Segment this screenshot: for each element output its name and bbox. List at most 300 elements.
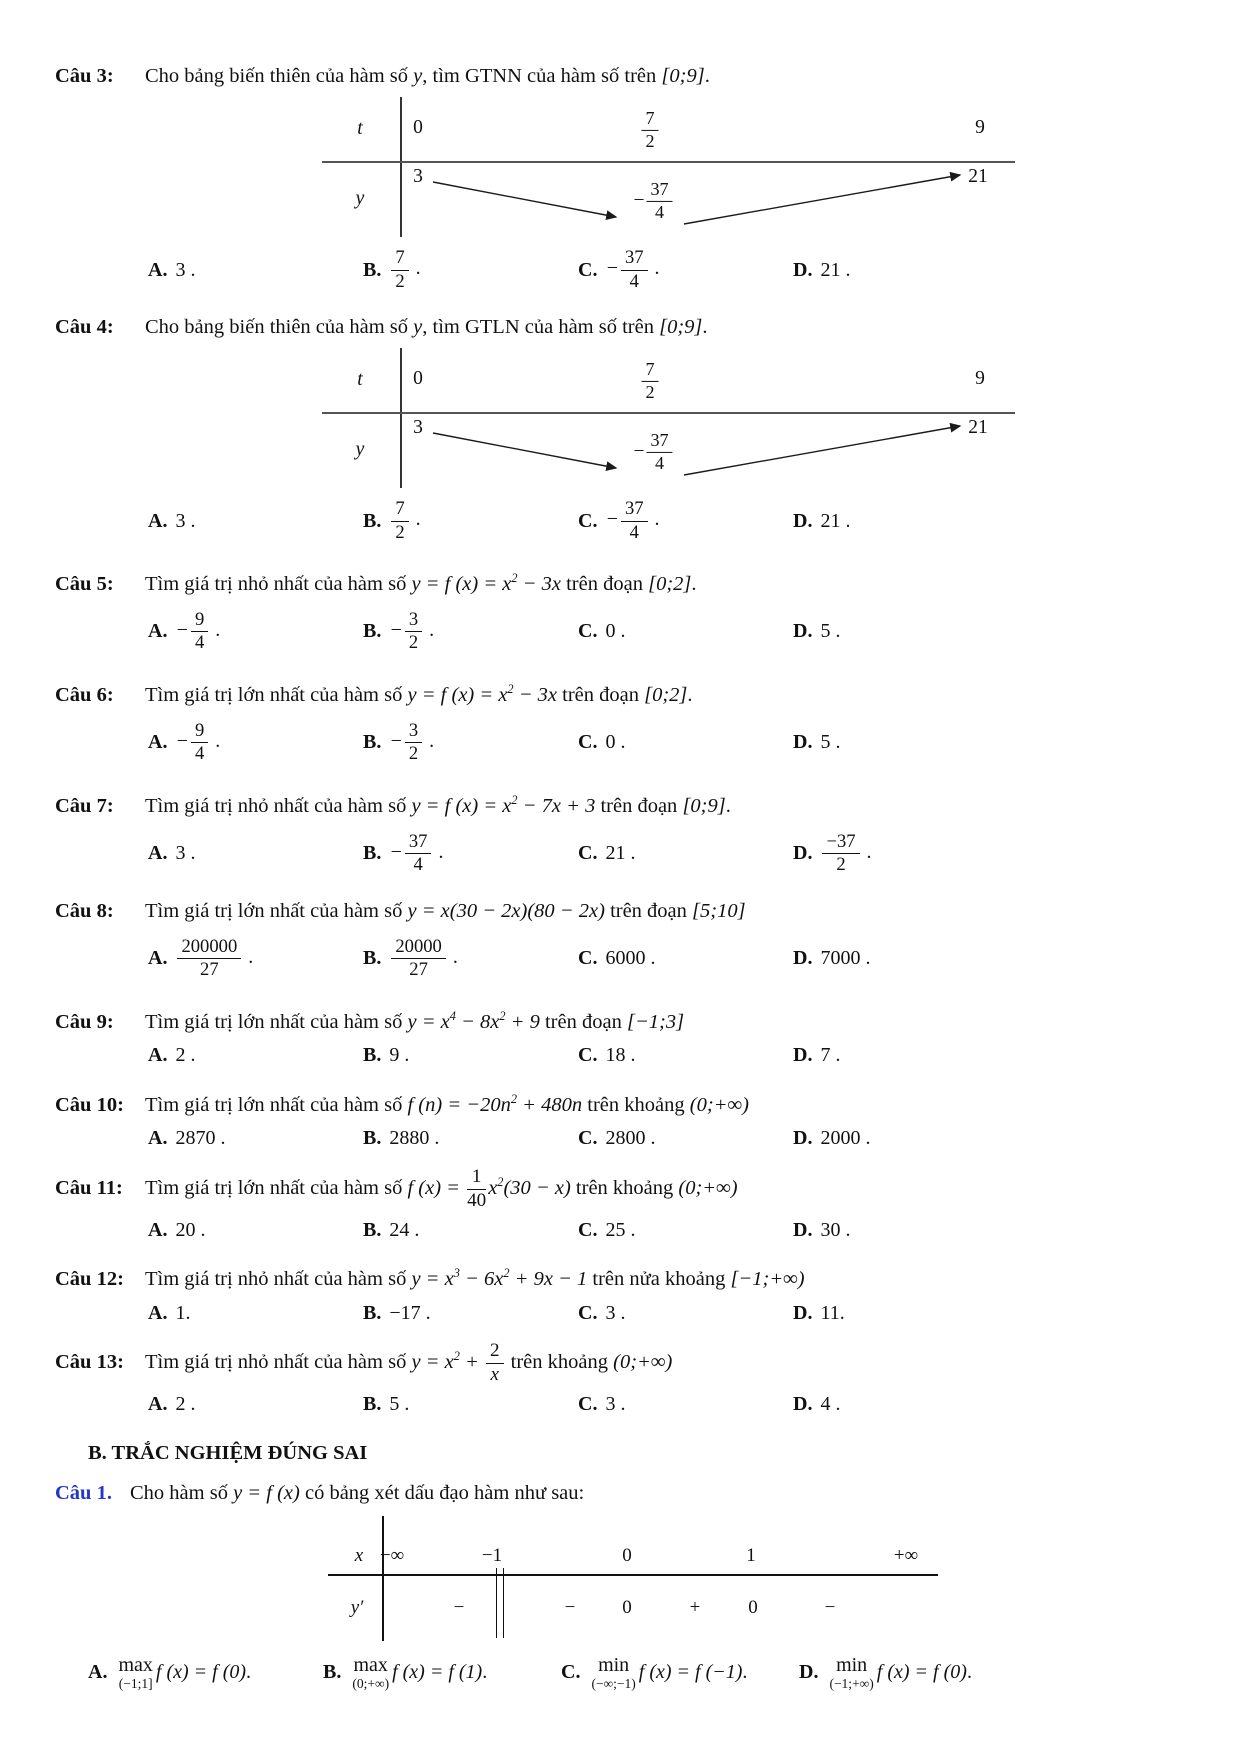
cau1-label: Câu 1.: [55, 1481, 112, 1504]
answer-option: [363, 499, 578, 542]
question-number: Câu 9:: [55, 1010, 114, 1033]
cau1-options: [0, 1655, 1241, 1691]
question-stem-line: [0, 1341, 1241, 1385]
text-run: 5 .: [820, 620, 841, 643]
text-run: 0 .: [605, 620, 626, 643]
operator-with-domain: [591, 1655, 635, 1691]
operator-with-domain: [352, 1655, 389, 1691]
text-run: [−1;+∞): [730, 1268, 805, 1291]
option-value: [639, 1661, 748, 1684]
text-run: 24 .: [389, 1218, 420, 1241]
question-stem-line: [0, 896, 1241, 926]
option-value: [175, 510, 195, 533]
option-letter: A.: [148, 1127, 168, 1150]
option-value: [820, 1219, 850, 1242]
text-run: , tìm GTLN của hàm số trên: [422, 316, 660, 338]
question-block: [0, 896, 1241, 988]
question-block: [0, 312, 1241, 550]
function-label: y: [355, 439, 365, 460]
question-block: [0, 674, 1241, 772]
table-vertical-line: [382, 1516, 384, 1641]
option-letter: D.: [793, 1218, 813, 1241]
text-run: .: [410, 257, 421, 280]
derivative-row-label: y′: [350, 1596, 364, 1618]
text-run: +: [459, 1351, 484, 1374]
text-run: −: [175, 730, 189, 753]
answer-option: [363, 1393, 578, 1416]
fraction-numerator: 37: [646, 431, 672, 453]
option-letter: D.: [793, 1127, 813, 1150]
question-block: [0, 785, 1241, 883]
fraction: [391, 499, 408, 542]
option-letter: C.: [578, 620, 598, 643]
operator-domain: (−∞;−1): [591, 1675, 636, 1691]
x-tick: −1: [481, 1544, 503, 1566]
answer-option: [363, 832, 578, 875]
option-value: [605, 947, 655, 970]
variable-label: t: [357, 369, 363, 390]
option-value: [175, 1044, 195, 1067]
option-value: [820, 731, 840, 754]
option-letter: A.: [148, 947, 168, 970]
option-letter: B.: [363, 842, 382, 865]
text-run: − 8x: [455, 1010, 500, 1033]
text-run: .: [424, 619, 435, 642]
text-run: .: [424, 730, 435, 753]
text-run: [0;9]: [659, 316, 703, 338]
fraction-denominator: 40: [467, 1189, 487, 1211]
question-number: Câu 12:: [55, 1268, 124, 1291]
text-run: 6000 .: [605, 947, 656, 970]
answer-option: [578, 842, 793, 865]
text-run: 25 .: [605, 1218, 636, 1241]
text-run: 4 .: [820, 1393, 841, 1416]
table-horizontal-line: [328, 1574, 938, 1576]
option-value: [605, 620, 625, 643]
answer-option: [148, 1219, 363, 1242]
answer-option: [578, 1044, 793, 1067]
text-run: f (x) = f (−1): [638, 1661, 743, 1684]
option-value: [175, 1302, 190, 1325]
question-stem-line: [0, 1001, 1241, 1037]
option-letter: C.: [578, 947, 598, 970]
y-value-start: 3: [413, 417, 423, 438]
text-run: (0;+∞): [678, 1176, 738, 1199]
text-run: .: [649, 508, 660, 531]
text-run: Tìm giá trị nhỏ nhất của hàm số: [145, 572, 412, 595]
option-letter: D.: [793, 731, 813, 754]
text-run: 30 .: [820, 1218, 851, 1241]
option-letter: C.: [578, 258, 598, 281]
operator-domain: (−1;1]: [118, 1675, 153, 1691]
function-label: y: [355, 188, 365, 209]
t-value-start: 0: [413, 368, 423, 389]
answer-option: [578, 731, 793, 754]
answer-option: [793, 1219, 850, 1242]
text-run: (30 − x): [503, 1176, 571, 1199]
options-row: [0, 825, 1241, 883]
answer-option: [148, 721, 363, 764]
fraction-denominator: 4: [629, 521, 639, 543]
question-number: Câu 3:: [55, 65, 114, 87]
cau1-question: [0, 1478, 1241, 1508]
options-row: [0, 1298, 1241, 1328]
option-letter: C.: [578, 1127, 598, 1150]
text-run: −: [605, 508, 619, 531]
question-number: Câu 6:: [55, 683, 114, 706]
section-b-header: B. TRẮC NGHIỆM ĐÚNG SAI: [88, 1441, 368, 1464]
answer-option: [578, 947, 793, 970]
operator-name: min: [836, 1653, 868, 1676]
text-run: y = x: [407, 1010, 450, 1033]
text-run: 21 .: [605, 842, 636, 865]
text-run: [0;9]: [682, 794, 726, 817]
option-letter: D.: [793, 1393, 813, 1416]
option-letter: B.: [363, 1393, 382, 1416]
text-run: 2 .: [175, 1044, 196, 1067]
question-stem: [145, 1268, 805, 1290]
answer-option: [363, 610, 578, 653]
text-run: −: [389, 619, 403, 642]
option-value: [605, 248, 659, 291]
option-value: [605, 1127, 655, 1150]
operator-with-domain: [118, 1655, 152, 1691]
fraction-denominator: 2: [395, 270, 405, 292]
answer-option: [148, 842, 363, 865]
text-run: , tìm GTNN của hàm số trên: [422, 65, 662, 87]
option-letter: A.: [148, 509, 168, 532]
question-number: Câu 11:: [55, 1176, 123, 1199]
text-run: y = f (x): [233, 1481, 300, 1504]
sign-mark: −: [564, 1596, 576, 1618]
fraction-denominator: 2: [395, 521, 405, 543]
text-run: − 7x + 3: [517, 794, 596, 817]
text-run: y: [413, 316, 423, 338]
answer-option: [578, 1393, 793, 1416]
text-run: .: [447, 946, 458, 969]
options-row: [0, 930, 1241, 988]
fraction-numerator: 7: [391, 248, 408, 270]
text-run: 2: [511, 571, 518, 585]
text-run: 9 .: [389, 1044, 410, 1067]
text-run: .: [210, 730, 221, 753]
x-row-label: x: [354, 1544, 364, 1566]
option-value: [175, 1219, 205, 1242]
fraction-denominator: 2: [408, 743, 419, 765]
variable-label: t: [357, 118, 363, 139]
option-value: [389, 1393, 409, 1416]
answer-option: [148, 1393, 363, 1416]
text-run: 3 .: [175, 258, 196, 281]
operator-name: min: [598, 1653, 630, 1676]
option-letter: C.: [578, 731, 598, 754]
option-letter: A.: [148, 620, 168, 643]
question-block: [0, 1258, 1241, 1328]
options-row: [0, 1390, 1241, 1420]
fraction-denominator: 4: [654, 201, 665, 222]
text-run: 3: [453, 1266, 460, 1281]
answer-option: [578, 1302, 793, 1325]
text-run: − 3x: [517, 572, 561, 595]
option-letter: B.: [363, 731, 382, 754]
text-run: 21 .: [820, 258, 851, 281]
answer-option: [793, 620, 840, 643]
fraction: [621, 499, 648, 542]
fraction-denominator: 4: [194, 632, 205, 654]
text-run: [0;9]: [661, 65, 705, 87]
options-row: [0, 241, 1241, 299]
text-run: + 9x − 1: [509, 1268, 588, 1291]
fraction-numerator: 7: [641, 360, 658, 382]
option-value: [175, 1393, 195, 1416]
text-run: .: [482, 1661, 488, 1684]
x-tick: −∞: [379, 1544, 405, 1566]
text-run: f (x) = f (1): [392, 1661, 483, 1684]
option-letter: B.: [363, 620, 382, 643]
text-run: Tìm giá trị nhỏ nhất của hàm số: [145, 1351, 412, 1374]
fraction: [177, 937, 241, 980]
option-letter: A.: [88, 1661, 108, 1684]
option-value: [877, 1661, 972, 1684]
option-letter: B.: [323, 1661, 342, 1684]
fraction-numerator: 7: [391, 499, 408, 521]
text-run: 4: [449, 1008, 456, 1023]
text-run: có bảng xét dấu đạo hàm như sau:: [299, 1481, 585, 1504]
answer-option: [148, 1044, 363, 1067]
options-row: [0, 603, 1241, 661]
question-number: Câu 5:: [55, 572, 114, 595]
text-run: f (x) =: [407, 1176, 466, 1199]
cau1-stem: [130, 1482, 584, 1504]
option-letter: C.: [578, 842, 598, 865]
fraction-numerator: 9: [191, 721, 208, 743]
fraction-numerator: 7: [641, 109, 658, 131]
text-run: f (x) = f (0): [876, 1661, 967, 1684]
text-run: −17 .: [389, 1301, 431, 1324]
option-value: [175, 1127, 225, 1150]
text-run: f (x) = f (0): [155, 1661, 247, 1684]
text-run: trên đoạn: [539, 1010, 627, 1033]
question-stem-line: [0, 1258, 1241, 1294]
option-letter: A.: [148, 1301, 168, 1324]
question-block: [0, 563, 1241, 661]
text-run: −: [605, 257, 619, 280]
question-stem: [145, 316, 708, 338]
option-value: [389, 1127, 439, 1150]
option-value: [605, 1044, 635, 1067]
text-run: + 9: [505, 1010, 540, 1033]
fraction-numerator: 20000: [391, 937, 445, 959]
options-row: [0, 714, 1241, 772]
fraction-numerator: 37: [621, 248, 648, 270]
fraction: [391, 937, 445, 980]
x-tick: 0: [622, 1544, 632, 1566]
text-run: 2: [497, 1174, 504, 1189]
question-stem: [145, 1340, 673, 1386]
option-value: [820, 832, 871, 875]
text-run: .: [966, 1661, 972, 1684]
text-run: Tìm giá trị lớn nhất của hàm số: [145, 899, 408, 922]
text-run: y = f (x) = x: [411, 794, 512, 817]
fraction-denominator: 2: [836, 854, 846, 876]
text-run: trên khoảng: [582, 1093, 690, 1116]
option-value: [389, 499, 420, 542]
text-run: .: [691, 572, 697, 595]
text-run: Tìm giá trị lớn nhất của hàm số: [145, 683, 408, 706]
text-run: 7 .: [820, 1044, 841, 1067]
option-letter: B.: [363, 947, 382, 970]
fraction: [621, 248, 648, 291]
question-stem-line: [0, 785, 1241, 821]
option-letter: D.: [793, 620, 813, 643]
option-letter: A.: [148, 731, 168, 754]
y-value-end: 21: [968, 417, 988, 438]
answer-option: [148, 259, 363, 282]
text-run: 3 .: [175, 509, 196, 532]
variation-table: [320, 348, 1015, 488]
fraction: [822, 832, 859, 875]
text-run: 2: [499, 1008, 506, 1023]
question-stem: [145, 65, 710, 87]
sign-table: [302, 1516, 942, 1641]
question-stem: [145, 1008, 685, 1033]
question-stem: [145, 681, 693, 706]
answer-option: [578, 1127, 793, 1150]
fraction-denominator: 27: [409, 959, 428, 981]
question-stem-line: [0, 312, 1241, 342]
answer-option: [578, 499, 793, 542]
question-block: [0, 1167, 1241, 1245]
option-letter: C.: [578, 1218, 598, 1241]
text-run: 1.: [175, 1301, 191, 1324]
question-stem-line: [0, 674, 1241, 710]
fraction-numerator: 3: [405, 721, 422, 743]
fraction-denominator: 2: [645, 381, 655, 402]
text-run: trên đoạn: [604, 899, 693, 922]
option-letter: D.: [793, 1301, 813, 1324]
sign-mark: 0: [748, 1596, 758, 1618]
option-value: [389, 721, 434, 764]
option-value: [389, 937, 457, 980]
sign-mark: −: [824, 1596, 836, 1618]
fraction-numerator: 9: [191, 610, 208, 632]
fraction-numerator: −37: [822, 832, 859, 854]
text-run: .: [243, 946, 254, 969]
answer-option: [363, 1302, 578, 1325]
answer-option: [148, 510, 363, 533]
fraction-numerator: 200000: [177, 937, 241, 959]
text-run: y = x: [411, 1351, 454, 1374]
text-run: 2: [503, 1266, 510, 1281]
answer-option: [793, 731, 840, 754]
text-run: y = x: [411, 1268, 454, 1291]
options-row: [0, 1124, 1241, 1154]
fraction-numerator: 37: [621, 499, 648, 521]
option-letter: B.: [363, 1218, 382, 1241]
question-stem: [145, 573, 697, 595]
text-run: trên đoạn: [595, 794, 683, 817]
text-run: f (n) = −20n: [407, 1093, 511, 1116]
text-run: .: [649, 257, 660, 280]
option-letter: D.: [793, 1044, 813, 1067]
option-value: [156, 1661, 251, 1684]
text-run: trên khoảng: [570, 1176, 679, 1199]
t-value-start: 0: [413, 117, 423, 138]
fraction: [467, 1167, 486, 1211]
option-letter: B.: [363, 1127, 382, 1150]
text-run: trên đoạn: [560, 572, 649, 595]
option-letter: D.: [793, 509, 813, 532]
text-run: 11.: [820, 1301, 845, 1324]
text-run: y = f (x) = x: [411, 572, 512, 595]
fraction: [191, 721, 208, 764]
text-run: .: [687, 683, 693, 706]
text-run: 2: [510, 1091, 518, 1106]
t-value-end: 9: [975, 117, 985, 138]
option-letter: D.: [793, 258, 813, 281]
x-tick: +∞: [893, 1544, 919, 1566]
option-value: [605, 731, 625, 754]
text-run: 2000 .: [820, 1127, 871, 1150]
text-run: 2800 .: [605, 1127, 656, 1150]
option-letter: D.: [793, 842, 813, 865]
answer-option: [363, 937, 578, 980]
options-row: [0, 1041, 1241, 1071]
operator-name: max: [118, 1653, 153, 1676]
question-block: [0, 1084, 1241, 1154]
section-a-questions: [0, 61, 1241, 1420]
option-value: [175, 937, 253, 980]
fraction-numerator: 2: [486, 1341, 504, 1364]
question-block: [0, 1341, 1241, 1419]
answer-option: [363, 1044, 578, 1067]
text-run: 2870 .: [175, 1127, 226, 1150]
text-run: [5;10]: [692, 899, 746, 922]
y-value-start: 3: [413, 166, 423, 187]
option-value: [820, 620, 840, 643]
text-run: 2880 .: [389, 1127, 440, 1150]
option-letter: D.: [793, 947, 813, 970]
text-run: trên khoảng: [505, 1351, 614, 1374]
option-value: [175, 259, 195, 282]
question-number: Câu 4:: [55, 316, 114, 338]
question-stem: [145, 1091, 749, 1116]
text-run: y: [413, 65, 423, 87]
text-run: [−1;3]: [626, 1010, 685, 1033]
option-value: [820, 947, 870, 970]
option-value: [389, 610, 434, 653]
option-value: [605, 1219, 635, 1242]
option-letter: A.: [148, 1218, 168, 1241]
operator-name: max: [353, 1653, 388, 1676]
y-value-end: 21: [968, 166, 988, 187]
answer-option: [793, 510, 850, 533]
options-row: [0, 492, 1241, 550]
option-letter: C.: [561, 1661, 581, 1684]
option-value: [175, 610, 220, 653]
text-run: Cho hàm số: [130, 1481, 234, 1504]
option-letter: B.: [363, 1044, 382, 1067]
text-run: Tìm giá trị nhỏ nhất của hàm số: [145, 1268, 412, 1291]
answer-option: [793, 1127, 870, 1150]
fraction: [405, 832, 432, 875]
text-run: [0;2]: [648, 572, 692, 595]
fraction: [486, 1341, 504, 1385]
text-run: y = x(30 − 2x)(80 − 2x): [407, 899, 605, 922]
question-number: Câu 8:: [55, 899, 114, 922]
text-run: x: [488, 1176, 498, 1199]
text-run: .: [433, 841, 444, 864]
